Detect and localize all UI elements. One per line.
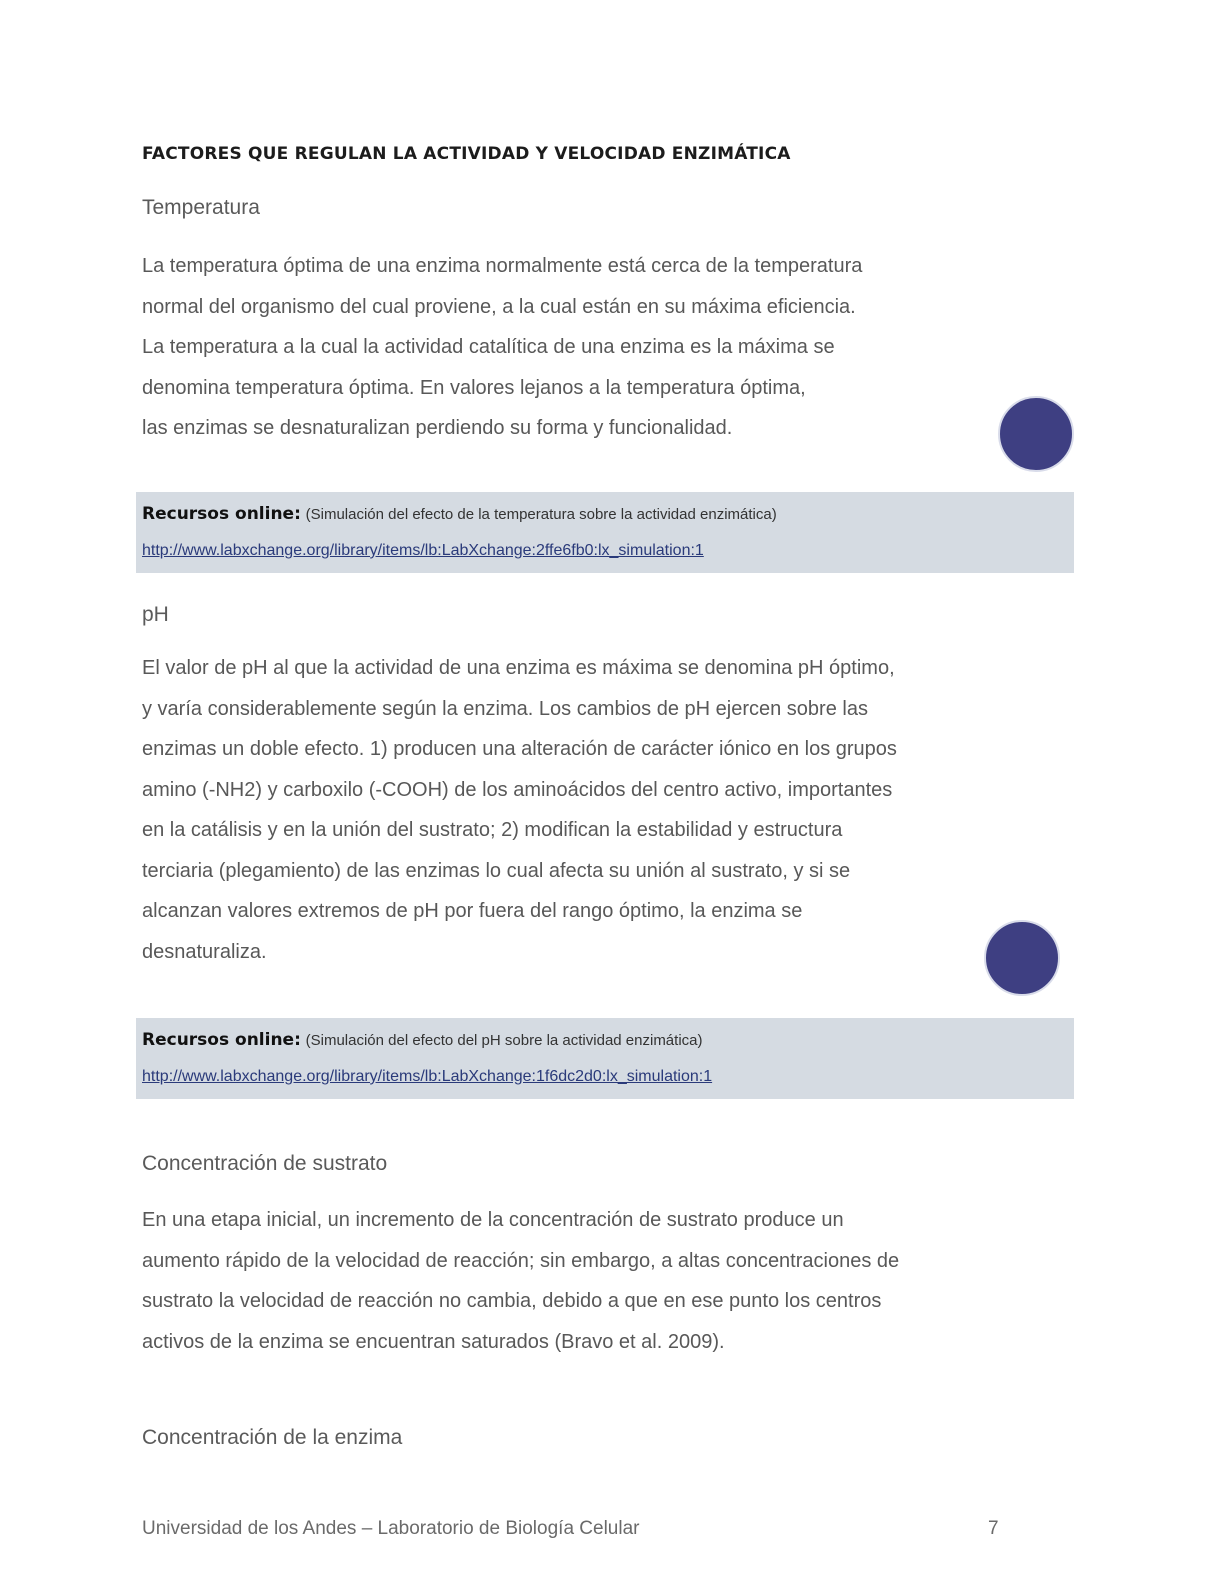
substrate-title: Concentración de sustrato (142, 1152, 388, 1175)
section-heading: FACTORES QUE REGULAN LA ACTIVIDAD Y VELOCIDAD ENZIMÁTICA (142, 144, 791, 164)
ph-title: pH (142, 603, 169, 626)
paragraph-line: El valor de pH al que la actividad de una enzima es máxima se denomina pH óptimo, (142, 657, 895, 679)
paragraph-line: La temperatura óptima de una enzima normalmente está cerca de la temperatura (142, 255, 863, 277)
paragraph-line: desnaturaliza. (142, 940, 267, 963)
paragraph-line: terciaria (plegamiento) de las enzimas lo cual afecta su unión al sustrato, y si se (142, 859, 851, 882)
online-resource-box (136, 492, 1074, 573)
paragraph-line: en la catálisis y en la unión del sustrato; 2) modifican la estabilidad y estructura (142, 819, 843, 841)
paragraph-line: las enzimas se desnaturalizan perdiendo su forma y funcionalidad. (142, 417, 733, 439)
temperature-title: Temperatura (142, 196, 260, 219)
paragraph-line: sustrato la velocidad de reacción no cambia, debido a que en ese punto los centros (142, 1290, 882, 1312)
resource-label: Recursos online: (142, 1030, 301, 1050)
bullet-dot-icon (998, 396, 1074, 472)
enzyme-title: Concentración de la enzima (142, 1426, 403, 1449)
page-footer: Universidad de los Andes – Laboratorio de Biología Celular (142, 1518, 640, 1539)
resource-description: (Simulación del efecto del pH sobre la actividad enzimática) (305, 1032, 703, 1049)
online-resource-box (136, 1018, 1074, 1099)
resource-description: (Simulación del efecto de la temperatura sobre la actividad enzimática) (305, 506, 777, 523)
paragraph-line: denomina temperatura óptima. En valores lejanos a la temperatura óptima, (142, 376, 806, 399)
resource-label: Recursos online: (142, 504, 301, 524)
paragraph-line: normal del organismo del cual proviene, a la cual están en su máxima eficiencia. (142, 295, 856, 318)
bullet-dot-icon (984, 920, 1060, 996)
paragraph-line: En una etapa inicial, un incremento de la concentración de sustrato produce un (142, 1209, 844, 1231)
paragraph-line: amino (-NH2) y carboxilo (-COOH) de los aminoácidos del centro activo, importantes (142, 778, 893, 801)
resource-link[interactable]: http://www.labxchange.org/library/items/lb:LabXchange:1f6dc2d0:lx_simulation:1 (142, 1068, 713, 1085)
paragraph-line: y varía considerablemente según la enzima. Los cambios de pH ejercen sobre las (142, 697, 868, 720)
paragraph-line: La temperatura a la cual la actividad catalítica de una enzima es la máxima se (142, 336, 835, 358)
temperature-paragraph (142, 246, 1070, 449)
page-number: 7 (988, 1518, 999, 1539)
paragraph-line: aumento rápido de la velocidad de reacción; sin embargo, a altas concentraciones de (142, 1249, 900, 1272)
paragraph-line: enzimas un doble efecto. 1) producen una alteración de carácter iónico en los grupos (142, 738, 897, 760)
ph-paragraph (142, 648, 1070, 972)
resource-link[interactable]: http://www.labxchange.org/library/items/lb:LabXchange:2ffe6fb0:lx_simulation:1 (142, 542, 704, 559)
paragraph-line: activos de la enzima se encuentran saturados (Bravo et al. 2009). (142, 1330, 725, 1353)
substrate-paragraph (142, 1200, 1070, 1362)
paragraph-line: alcanzan valores extremos de pH por fuera del rango óptimo, la enzima se (142, 900, 803, 922)
